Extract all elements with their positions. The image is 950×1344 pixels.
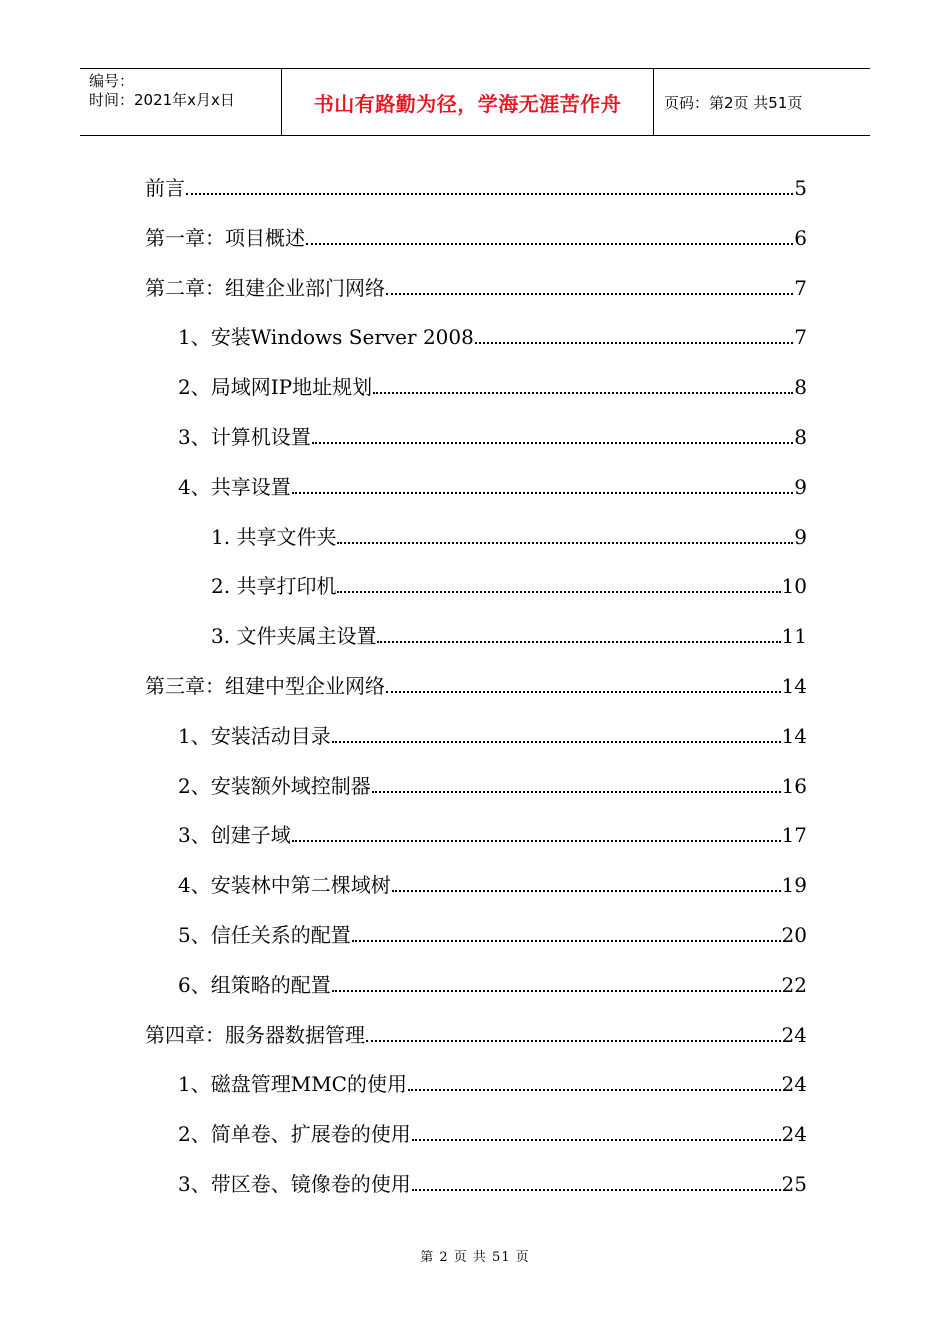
- toc-entry-page-number: 8: [794, 375, 807, 400]
- toc-entry[interactable]: [178, 1116, 807, 1146]
- toc-entry-page-number: 9: [794, 474, 807, 499]
- toc-dot-leader: [292, 492, 794, 494]
- toc-entry-page-number: 6: [794, 225, 807, 250]
- toc-entry-page-number: 22: [781, 972, 807, 997]
- toc-entry-label: 第三章：组建中型企业网络: [145, 674, 385, 698]
- toc-entry[interactable]: [178, 917, 807, 947]
- toc-entry[interactable]: [178, 319, 807, 349]
- toc-dot-leader: [306, 243, 793, 245]
- toc-entry-label: 4、共享设置: [178, 474, 291, 499]
- toc-entry[interactable]: [211, 618, 807, 648]
- header-motto-cell: [282, 69, 654, 135]
- toc-dot-leader: [332, 990, 781, 992]
- header-motto: 书山有路勤为径，学海无涯苦作舟: [313, 91, 622, 116]
- header-meta: [80, 69, 282, 135]
- toc-entry[interactable]: [145, 220, 807, 250]
- toc-entry-label: 1、磁盘管理MMC的使用: [178, 1072, 407, 1097]
- toc-entry-label: 3、创建子域: [178, 823, 291, 848]
- toc-entry-page-number: 16: [781, 773, 807, 798]
- toc-entry-page-number: 9: [794, 524, 807, 549]
- toc-dot-leader: [412, 1139, 781, 1141]
- toc-entry-label: 5、信任关系的配置: [178, 923, 351, 947]
- toc-entry-label: 第二章：组建企业部门网络: [145, 275, 385, 300]
- toc-entry[interactable]: [145, 668, 807, 698]
- toc-entry-page-number: 24: [781, 1022, 807, 1047]
- toc-entry[interactable]: [178, 718, 807, 748]
- toc-entry-page-number: 24: [781, 1122, 807, 1147]
- toc-entry[interactable]: [178, 817, 807, 847]
- toc-entry-page-number: 7: [794, 275, 807, 300]
- toc-entry-page-number: 20: [781, 923, 807, 947]
- toc-entry-label: 前言: [145, 176, 185, 200]
- toc-entry-page-number: 19: [781, 873, 807, 898]
- toc-dot-leader: [475, 342, 793, 344]
- toc-entry-label: 4、安装林中第二棵域树: [178, 873, 391, 898]
- toc-entry[interactable]: [178, 369, 807, 399]
- toc-entry-label: 3、计算机设置: [178, 425, 311, 449]
- toc-entry-page-number: 17: [781, 823, 807, 848]
- toc-entry[interactable]: [145, 1017, 807, 1047]
- toc-entry[interactable]: [178, 967, 807, 997]
- toc-entry-page-number: 10: [781, 574, 807, 599]
- toc-dot-leader: [332, 741, 781, 743]
- page-footer: 第 2 页 共 51 页: [420, 1250, 530, 1265]
- toc-entry-label: 2、安装额外域控制器: [178, 773, 371, 798]
- toc-entry-page-number: 8: [794, 425, 807, 449]
- toc-dot-leader: [292, 840, 781, 842]
- toc-dot-leader: [352, 940, 781, 942]
- toc-entry[interactable]: [211, 519, 807, 549]
- toc-entry-label: 1. 共享文件夹: [211, 524, 337, 549]
- toc-entry-label: 2、简单卷、扩展卷的使用: [178, 1122, 411, 1147]
- toc-entry-page-number: 14: [781, 723, 807, 748]
- toc-entry[interactable]: [178, 768, 807, 798]
- toc-dot-leader: [312, 442, 794, 444]
- toc-dot-leader: [186, 193, 793, 195]
- toc-dot-leader: [337, 591, 780, 593]
- toc-entry[interactable]: [145, 170, 807, 200]
- document-number-label: 编号：: [89, 72, 135, 90]
- document-time: 时间：2021年x月x日: [89, 91, 235, 109]
- toc-dot-leader: [392, 890, 781, 892]
- toc-entry[interactable]: [178, 1166, 807, 1196]
- toc-dot-leader: [372, 791, 781, 793]
- toc-dot-leader: [386, 691, 781, 693]
- header-page-info: [654, 69, 870, 135]
- page-header: [80, 68, 870, 136]
- toc-dot-leader: [408, 1089, 781, 1091]
- toc-entry[interactable]: [178, 469, 807, 499]
- toc-entry-label: 2. 共享打印机: [211, 574, 337, 599]
- toc-entry-label: 第四章：服务器数据管理: [145, 1022, 365, 1047]
- toc-entry-label: 2、局域网IP地址规划: [178, 375, 373, 400]
- toc-entry-label: 1、安装活动目录: [178, 723, 331, 748]
- toc-entry[interactable]: [178, 867, 807, 897]
- toc-entry-page-number: 24: [781, 1072, 807, 1097]
- toc-entry-label: 1、安装Windows Server 2008: [178, 325, 474, 350]
- toc-dot-leader: [337, 542, 793, 544]
- toc-dot-leader: [412, 1189, 781, 1191]
- toc-entry-page-number: 11: [781, 624, 807, 649]
- toc-entry-label: 第一章：项目概述: [145, 225, 305, 250]
- toc-entry-page-number: 25: [781, 1172, 807, 1196]
- toc-dot-leader: [377, 641, 780, 643]
- toc-dot-leader: [366, 1040, 781, 1042]
- toc-entry-page-number: 14: [781, 674, 807, 698]
- toc-entry[interactable]: [178, 419, 807, 449]
- toc-entry-label: 3. 文件夹属主设置: [211, 624, 377, 649]
- toc-entry-label: 6、组策略的配置: [178, 972, 331, 997]
- toc-dot-leader: [373, 392, 793, 394]
- toc-entry-page-number: 5: [794, 176, 807, 200]
- toc-entry-page-number: 7: [794, 325, 807, 350]
- page-info-text: 页码：第2页 共51页: [664, 93, 803, 112]
- toc-entry[interactable]: [145, 270, 807, 300]
- toc-entry[interactable]: [178, 1066, 807, 1096]
- toc-dot-leader: [386, 293, 793, 295]
- toc-entry-label: 3、带区卷、镜像卷的使用: [178, 1172, 411, 1196]
- toc-entry[interactable]: [211, 568, 807, 598]
